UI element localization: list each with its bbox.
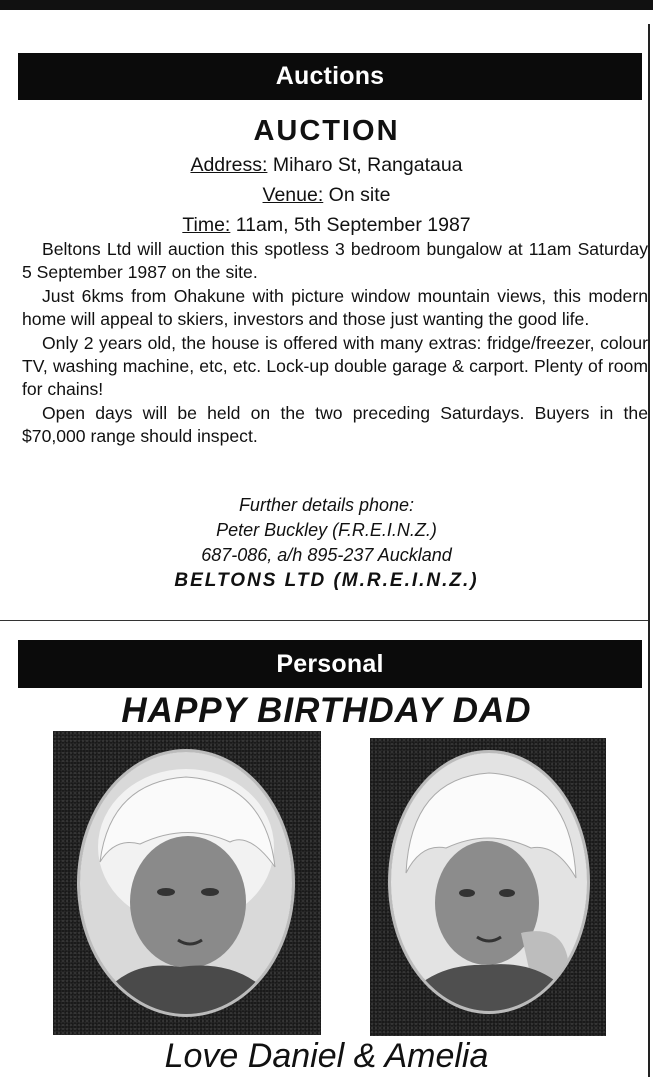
portrait-photo-left [53, 731, 321, 1035]
auction-paragraph: Beltons Ltd will auction this spotless 3 bedroom bungalow at 11am Saturday 5 September 1987 on the site. [22, 239, 648, 283]
auction-paragraph: Just 6kms from Ohakune with picture window mountain views, this modern home will appeal to skiers, investors and those just wanting the good life. [22, 285, 648, 330]
contact-line-2: Peter Buckley (F.R.E.I.N.Z.) [216, 520, 437, 540]
auction-headline: AUCTION [253, 115, 400, 147]
contact-line-1: Further details phone: [238, 495, 415, 515]
personal-section-title: Personal [276, 650, 384, 678]
time-label: Time: [182, 214, 231, 236]
auction-paragraph: Only 2 years old, the house is offered with many extras: fridge/freezer, colour TV, washing machine, etc, etc. Lock-up double garage & carport. Plenty of room for chains! [22, 332, 648, 400]
oval-frame [388, 750, 590, 1014]
address-label: Address: [190, 154, 268, 176]
section-divider [0, 620, 648, 621]
company-name: BELTONS LTD (M.R.E.I.N.Z.) [174, 570, 479, 591]
auctions-section-title: Auctions [275, 62, 385, 90]
portrait-photo-right [370, 738, 606, 1036]
venue-value: On site [323, 184, 391, 206]
auction-venue-line [0, 183, 653, 207]
signoff: Love Daniel & Amelia [164, 1037, 489, 1075]
time-value: 11am, 5th September 1987 [230, 214, 471, 236]
personal-section-header [18, 640, 642, 688]
auctions-section-header [18, 53, 642, 100]
address-value: Miharo St, Rangataua [267, 154, 463, 176]
contact-line-3: 687-086, a/h 895-237 Auckland [201, 545, 452, 565]
child-portrait-image [391, 753, 587, 1011]
top-black-rule [0, 0, 653, 10]
auction-body [22, 238, 648, 449]
birthday-headline: HAPPY BIRTHDAY DAD [121, 691, 532, 730]
auction-paragraph: Open days will be held on the two preceding Saturdays. Buyers in the $70,000 range should inspect. [22, 402, 648, 447]
venue-label: Venue: [262, 184, 324, 206]
auction-time-line [0, 213, 653, 237]
auction-address-line [0, 153, 653, 177]
oval-frame [77, 749, 295, 1017]
child-portrait-image [80, 752, 292, 1014]
